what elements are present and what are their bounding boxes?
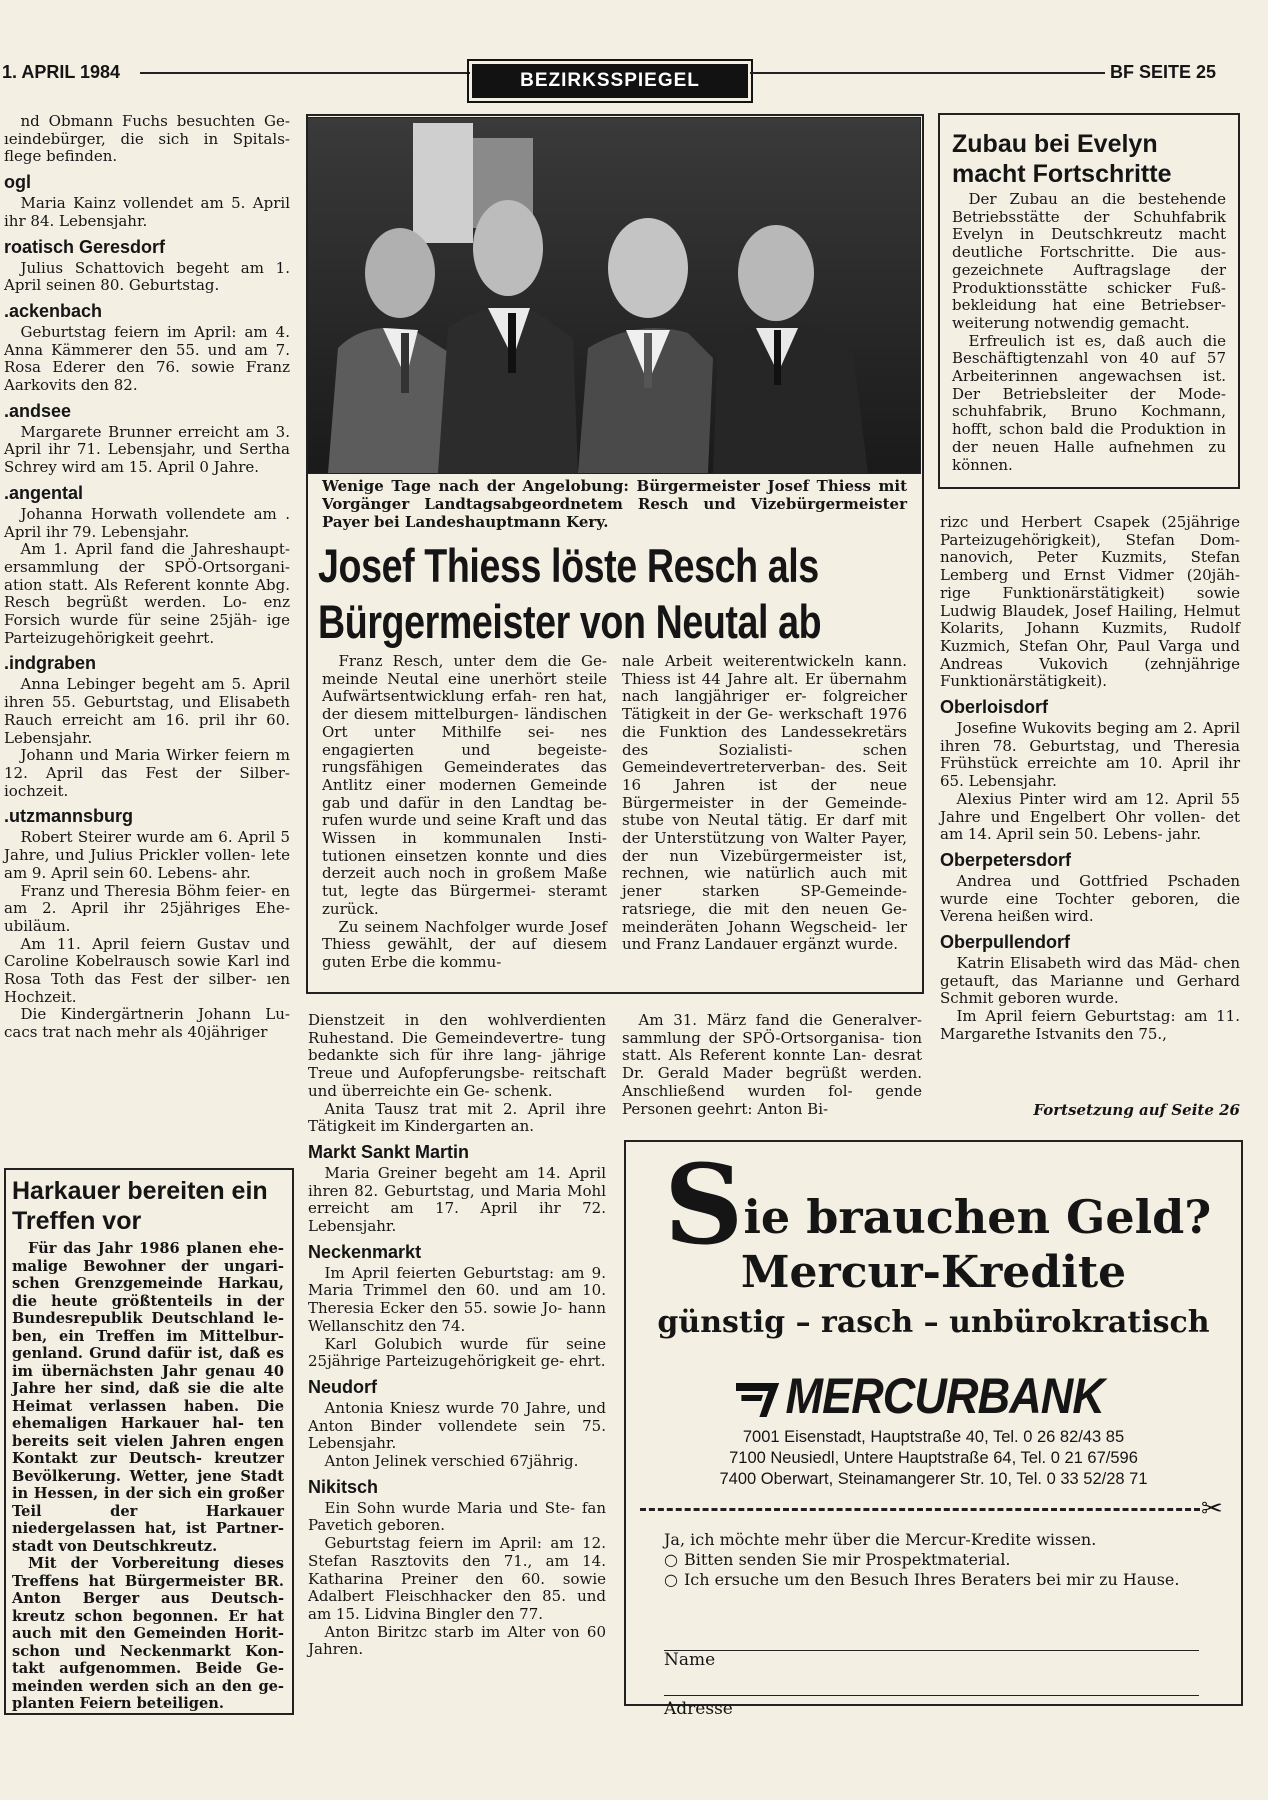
header-rule-right [750,72,1105,74]
right-column-news [940,514,1240,1044]
news-paragraph: Johanna Horwath vollendete am . April ihr 79. Lebensjahr. [4,504,290,541]
address-label: Adresse [664,1699,733,1719]
checkbox-circle-icon[interactable]: ○ [664,1550,678,1569]
coupon-form [664,1530,1204,1590]
cut-line [640,1508,1200,1511]
evelyn-text: Der Zubau an die bestehende Betriebsstätte der Schuhfabrik Evelyn in Deutschkreutz macht deutliche Fortschritte. Die aus- gezeichnete Auftragslage der Produktionsstätte schicker Fuß- bekleidung hat eine Betriebser- weiterung notwendig gemacht. [952,190,1226,332]
news-paragraph: Antonia Kniesz wurde 70 Jahre, und Anton Binder vollendete sein 75. Lebensjahr. [308,1398,606,1453]
news-paragraph: Anton Jelinek verschied 67jährig. [324,1452,579,1471]
ad-headline-initial: S [664,1140,744,1269]
locality-heading: Neudorf [308,1376,377,1397]
locality-heading: .ackenbach [4,300,103,321]
mercur-ad [624,1140,1243,1719]
evelyn-text-2: Erfreulich ist es, daß auch die Beschäftigtenzahl von 40 auf 57 Arbeiterinnen angewachsen ist. Der Betriebsleiter der Mode- schuhfabrik, Bruno Kochmann, hofft, schon bald die Produktion in der neuen Halle aufnehmen zu können. [952,331,1226,474]
general-assembly-column [622,1012,922,1118]
main-article-col-1 [322,653,607,972]
main-headline [318,538,822,650]
news-paragraph: Am 11. April feiern Gustav und Caroline Kobelrausch sowie Karl ind Rosa Toth das Fest der silber- ıen Hochzeit. [4,934,290,1006]
news-paragraph: Anita Tausz trat mit 2. April ihre Tätigkeit im Kindergarten an. [308,1099,606,1136]
header-rule-left [140,72,470,74]
locality-heading: .utzmannsburg [4,806,133,827]
harkau-text-2: Mit der Vorbereitung dieses Treffens hat Bürgermeister BR. Anton Berger aus Deutsch- kreutz schon begonnen. Er hat auch mit den Gemeinden Horit- schon und Neckenmarkt Kon- takt aufgenommen. Beide Ge- meinden werden sich an den ge- planten Feiern beteiligen. [12,1555,284,1712]
coupon-intro: Ja, ich möchte mehr über die Mercur-Kredite wissen. [664,1530,1097,1549]
news-paragraph: Im April feierten Geburtstag: am 9. Maria Trimmel den 60. und am 10. Theresia Ecker den 55. sowie Jo- hann Wellanschitz den 74. [308,1263,606,1335]
news-paragraph: Dienstzeit in den wohlverdienten Ruhestand. Die Gemeindevertre- tung bedankte sich für ihre lang- jährige Treue und Aufopferungsbe- reitschaft und überreichte ein Ge- schenk. [308,1011,606,1100]
ad-headline-rest: ie brauchen Geld? [743,1190,1212,1244]
coupon-option-1[interactable] [664,1550,1204,1570]
issue-date: 1. APRIL 1984 [2,62,121,82]
news-paragraph: Karl Golubich wurde für seine 25jährige Parteizugehörigkeit ge- ehrt. [308,1334,606,1371]
news-paragraph: Anna Lebinger begeht am 5. April ihren 55. Geburtstag, und Elisabeth Rauch erreicht am 16. pril ihr 60. Lebensjahr. [4,675,290,747]
harkau-title: Harkauer bereiten ein Treffen vor [12,1177,268,1235]
main-article-text-1: Franz Resch, unter dem die Ge- meinde Neutal eine unerhört steile Aufwärtsentwicklung erfah- ren hat, der diesem mittelburgen- ländischen Ort unter Mithilfe sei- nes engagierten und begeiste- rungsfähigen Gemeinderates das Antlitz einer modernen Gemeinde gab und dafür in den Landtag be- rufen wurde und seine Kraft und das Wissen in kommunalen Insti- tutionen einsetzen konnte und dies derzeit auch noch in großem Maße tut, legte das Bürgermei- steramt zurück. [322,652,607,918]
news-paragraph: Franz und Theresia Böhm feier- en am 2. April ihr 25jähriges Ehe- ubiläum. [4,881,290,935]
address-eisenstadt: 7001 Eisenstadt, Hauptstraße 40, Tel. 0 26 82/43 85 [742,1428,1125,1446]
name-line[interactable] [664,1650,1199,1651]
locality-heading: .indgraben [4,653,97,674]
locality-heading: Oberloisdorf [940,697,1049,718]
locality-heading: .andsee [4,400,72,421]
article-photo [307,117,921,474]
mercurbank-emblem-icon [736,1371,786,1429]
news-paragraph: Johann und Maria Wirker feiern m 12. April das Fest der Silber- iochzeit. [4,746,290,800]
ad-product: Mercur-Kredite [740,1247,1127,1298]
news-paragraph: Andrea und Gottfried Pschaden wurde eine Tochter geboren, die Verena heißen wird. [940,871,1240,926]
checkbox-circle-icon[interactable]: ○ [664,1570,678,1589]
section-masthead: BEZIRKSSPIEGEL [472,64,748,98]
locality-heading: .angental [4,482,84,503]
news-paragraph: Margarete Brunner erreicht am 3. April ihr 71. Lebensjahr, und Sertha Schrey wird am 15. April 0 Jahre. [4,422,290,477]
left-column-news [4,113,290,1042]
news-paragraph: Julius Schattovich begeht am 1. April seinen 80. Geburtstag. [4,258,290,295]
branch-addresses [626,1427,1241,1490]
name-label: Name [664,1650,716,1670]
photo-caption: Wenige Tage nach der Angelobung: Bürgermeister Josef Thiess mit Vorgänger Landtagsabgeordnetem Resch und Vizebürgermeister Payer bei Landeshauptmann Kery. [322,477,907,531]
news-paragraph: Geburtstag feiern im April: am 12. Stefan Rasztovits den 71., am 14. Katharina Preiner den 60. sowie Adalbert Fleischhacker den 85. und am 15. Lidvina Bingler den 77. [308,1534,606,1623]
news-paragraph: Katrin Elisabeth wird das Mäd- chen getauft, das Marianne und Gerhard Schmit geboren wurde. [940,954,1240,1008]
headline-line-1: Josef Thiess löste Resch als [318,539,819,592]
coupon-option-2[interactable] [664,1570,1204,1590]
main-article-col-2 [622,653,907,954]
ad-slogan: günstig – rasch – unbürokratisch [657,1305,1210,1340]
headline-line-2: Bürgermeister von Neutal ab [318,595,822,648]
coupon-option-1-label: Bitten senden Sie mir Prospektmaterial. [683,1550,1011,1569]
news-paragraph: Maria Kainz vollendet am 5. April ihr 84. Lebensjahr. [4,194,290,230]
locality-heading: Neckenmarkt [308,1241,422,1262]
news-paragraph: nd Obmann Fuchs besuchten Ge- ıeindebürger, die sich in Spitals- flege befinden. [4,112,290,166]
news-paragraph: Geburtstag feiern im April: am 4. Anna Kämmerer den 55. und am 7. Rosa Ederer den 76. sowie Franz Aarkovits den 82. [4,322,290,395]
evelyn-title: Zubau bei Evelyn macht Fortschritte [952,130,1172,188]
locality-heading: ogl [4,172,31,193]
locality-heading: Oberpullendorf [940,932,1070,953]
locality-heading: Nikitsch [308,1476,379,1497]
news-paragraph: Maria Greiner begeht am 14. April ihren 82. Geburtstag, und Maria Mohl erreicht am 17. April ihr 72. Lebensjahr. [308,1163,606,1236]
coupon-option-2-label: Ich ersuche um den Besuch Ihres Beraters bei mir zu Hause. [683,1570,1180,1589]
evelyn-article-box [938,113,1240,489]
news-paragraph: Ein Sohn wurde Maria und Ste- fan Pavetich geboren. [308,1498,606,1535]
news-paragraph: Am 1. April fand die Jahreshaupt- ersammlung der SPÖ-Ortsorgani- ation statt. Als Referent konnte Abg. Resch begrüßt werden. Lo- enz Forsich wurde für seine 25jäh- ige Parteizugehörigkeit geehrt. [4,540,290,647]
address-oberwart: 7400 Oberwart, Steinamangerer Str. 10, Tel. 0 33 52/28 71 [719,1470,1148,1488]
news-paragraph: Robert Steirer wurde am 6. April 5 Jahre, und Julius Prickler vollen- lete am 9. April sein 60. Lebens- ahr. [4,828,290,882]
news-paragraph: Die Kindergärtnerin Johann Lu- cacs trat nach mehr als 40jähriger [4,1005,290,1042]
news-paragraph: Alexius Pinter wird am 12. April 55 Jahre und Engelbert Ohr vollen- det am 14. April sein 50. Lebens- jahr. [940,789,1240,844]
continuation-note: Fortsetzung auf Seite 26 [1033,1101,1240,1119]
main-article-text-2: Zu seinem Nachfolger wurde Josef Thiess gewählt, der auf diesem guten Erbe die kommu- [322,917,607,971]
bank-name: MERCURBANK [785,1368,1104,1424]
news-paragraph: rizc und Herbert Csapek (25jährige Parteizugehörigkeit), Stefan Dom- nanovich, Peter Kuzmits, Stefan Lemberg und Ernst Vidmer (20jäh- rige Funktionärstätigkeit) sowie Ludwig Blaudek, Josef Hailing, Helmut Kolarits, Johann Kuzmits, Rudolf Kuzmich, Stefan Ohr, Paul Varga und Andreas Vukovich (zehnjährige Funktionärstätigkeit). [940,513,1240,691]
main-article-text-3: nale Arbeit weiterentwickeln kann. Thiess ist 44 Jahre alt. Er übernahm nach langjähriger er- folgreicher Tätigkeit in der Ge- werkschaft 1976 die Funktion des Landessekretärs des Sozialisti- schen Gemeindevertreterverban- des. Seit 16 Jahren ist der neue Bürgermeister in der Gemeinde- stube von Neutal tätig. Er darf mit der Unterstützung von Walter Payer, der nun Vizebürgermeister ist, rechnen, wie natürlich auch mit jener starken SP-Gemeinde- ratsriege, die mit den neuen Ge- meinderäten Johann Wegscheid- ler und Franz Landauer ergänzt wurde. [622,652,907,954]
photo-four-men [308,118,920,473]
middle-column-news [308,1012,606,1659]
general-assembly-text: Am 31. März fand die Generalver- sammlung der SPÖ-Ortsorganisa- tion statt. Als Referent konnte Lan- desrat Dr. Gerald Mader begrüßt werden. Anschließend wurden fol- gende Personen geehrt: Anton Bi- [622,1011,922,1118]
mercurbank-logo [736,1367,1104,1429]
news-paragraph: Im April feiern Geburtstag: am 11. Margarethe Istvanits den 75., [940,1007,1240,1043]
harkau-article-box [4,1168,294,1715]
locality-heading: Markt Sankt Martin [308,1141,470,1162]
harkau-text: Für das Jahr 1986 planen ehe- malige Bewohner der ungari- schen Grenzgemeinde Harkau, die heute größtenteils in der Bundesrepublik Deutschland le- ben, ein Treffen im Mittelbur- genland. Grund dafür ist, daß es im übernächsten Jahr genau 40 Jahre her sind, daß sie die alte Heimat verlassen haben. Die ehemaligen Harkauer hal- ten bereits seit vielen Jahren engen Kontakt zur Deutsch- kreutzer Bevölkerung. Wetter, jene Stadt in Hessen, in der sich ein großer Teil der Harkauer niedergelassen hat, ist Partner- stadt von Deutschkreutz. [12,1240,284,1555]
locality-heading: roatisch Geresdorf [4,236,166,257]
locality-heading: Oberpetersdorf [940,849,1072,870]
news-paragraph: Anton Biritzc starb im Alter von 60 Jahren. [308,1622,606,1659]
address-line[interactable] [664,1695,1199,1696]
address-neusiedl: 7100 Neusiedl, Untere Hauptstraße 64, Tel. 0 21 67/596 [729,1449,1138,1467]
news-paragraph: Josefine Wukovits beging am 2. April ihren 78. Geburtstag, und Theresia Frühstück erreichte am 10. April ihr 65. Lebensjahr. [940,719,1240,791]
scissors-icon: ✂ [1201,1494,1223,1524]
ad-headline [664,1140,1212,1269]
page-number: BF SEITE 25 [1110,62,1217,82]
